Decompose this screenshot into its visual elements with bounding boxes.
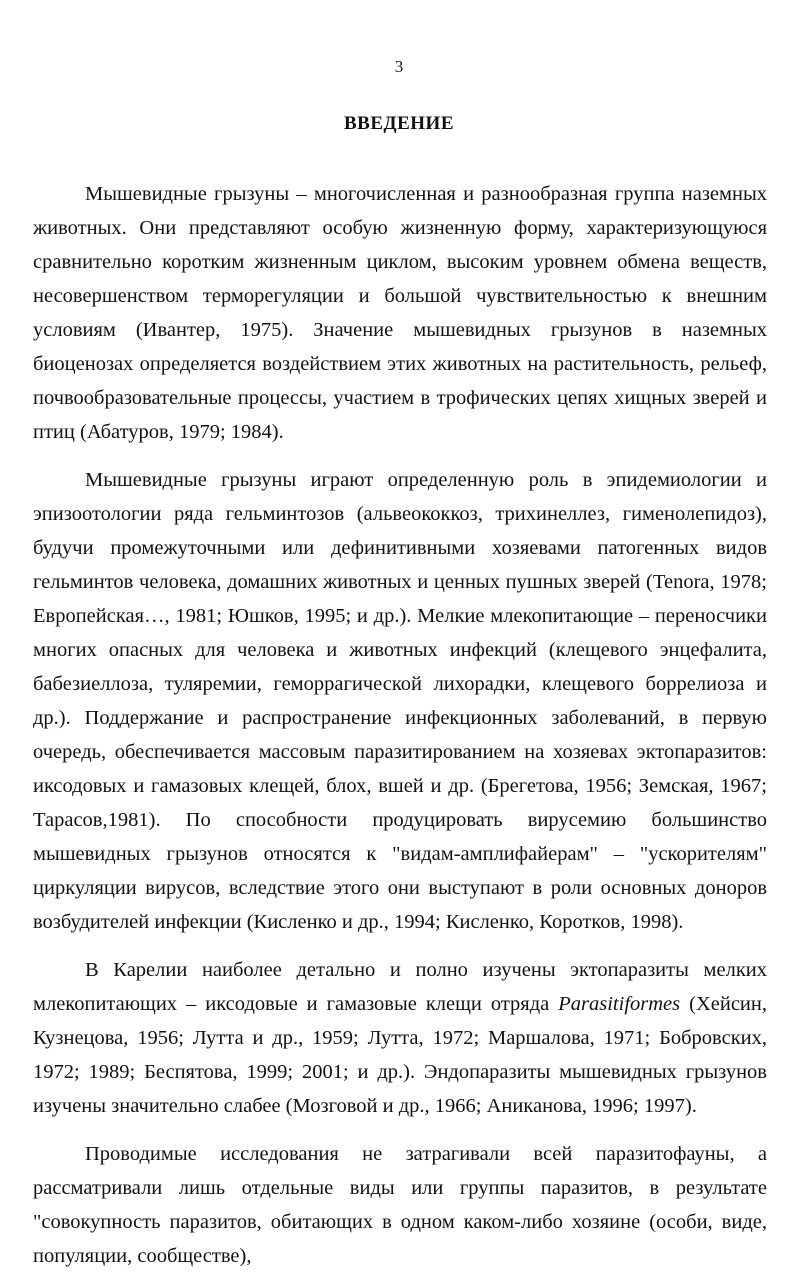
paragraph-4: Проводимые исследования не затрагивали всей паразитофауны, а рассматривали лишь отдельные виды или группы паразитов, в результате "совокупность паразитов, обитающих в одном каком-либо хозяине (особи, виде, популяции, сообществе), bbox=[33, 1143, 767, 1267]
paragraph-3-text-after: (Хейсин, Кузнецова, 1956; Лутта и др., 1959; Лутта, 1972; Маршалова, 1971; Бобровских, 1972; 1989; Беспятова, 1999; 2001; и др.). Эндопаразиты мышевидных грызунов изучены значительно слабее (Мозговой и др., 1966; Аниканова, 1996; 1997). bbox=[33, 993, 767, 1117]
paragraph-3-text-before: В Карелии наиболее детально и полно изучены эктопаразиты мелких млекопитающих – иксодовые и гамазовые клещи отряда bbox=[33, 959, 767, 1015]
body-text bbox=[33, 177, 767, 1287]
taxon-name: Parasitiformes bbox=[558, 993, 681, 1015]
page-number: 3 bbox=[394, 57, 404, 76]
section-heading: ВВЕДЕНИЕ bbox=[344, 113, 454, 134]
paragraph-3 bbox=[33, 953, 767, 1123]
paragraph-2: Мышевидные грызуны играют определенную роль в эпидемиологии и эпизоотологии ряда гельминтозов (альвеококкоз, трихинеллез, гименолепидоз), будучи промежуточными или дефинитивными хозяевами патогенных видов гельминтов человека, домашних животных и ценных пушных зверей (Tenora, 1978; Европейская…, 1981; Юшков, 1995; и др.). Мелкие млекопитающие – переносчики многих опасных для человека и животных инфекций (клещевого энцефалита, бабезиеллоза, туляремии, геморрагической лихорадки, клещевого боррелиоза и др.). Поддержание и распространение инфекционных заболеваний, в первую очередь, обеспечивается массовым паразитированием на хозяевах эктопаразитов: иксодовых и гамазовых клещей, блох, вшей и др. (Брегетова, 1956; Земская, 1967; Тарасов,1981). По способности продуцировать вирусемию большинство мышевидных грызунов относятся к "видам-амплифайерам" – "ускорителям" циркуляции вирусов, вследствие этого они выступают в роли основных доноров возбудителей инфекции (Кисленко и др., 1994; Кисленко, Коротков, 1998). bbox=[33, 469, 767, 933]
paragraph-1: Мышевидные грызуны – многочисленная и разнообразная группа наземных животных. Они представляют особую жизненную форму, характеризующуюся сравнительно коротким жизненным циклом, высоким уровнем обмена веществ, несовершенством терморегуляции и большой чувствительностью к внешним условиям (Ивантер, 1975). Значение мышевидных грызунов в наземных биоценозах определяется воздействием этих животных на растительность, рельеф, почвообразовательные процессы, участием в трофических цепях хищных зверей и птиц (Абатуров, 1979; 1984). bbox=[33, 183, 767, 443]
